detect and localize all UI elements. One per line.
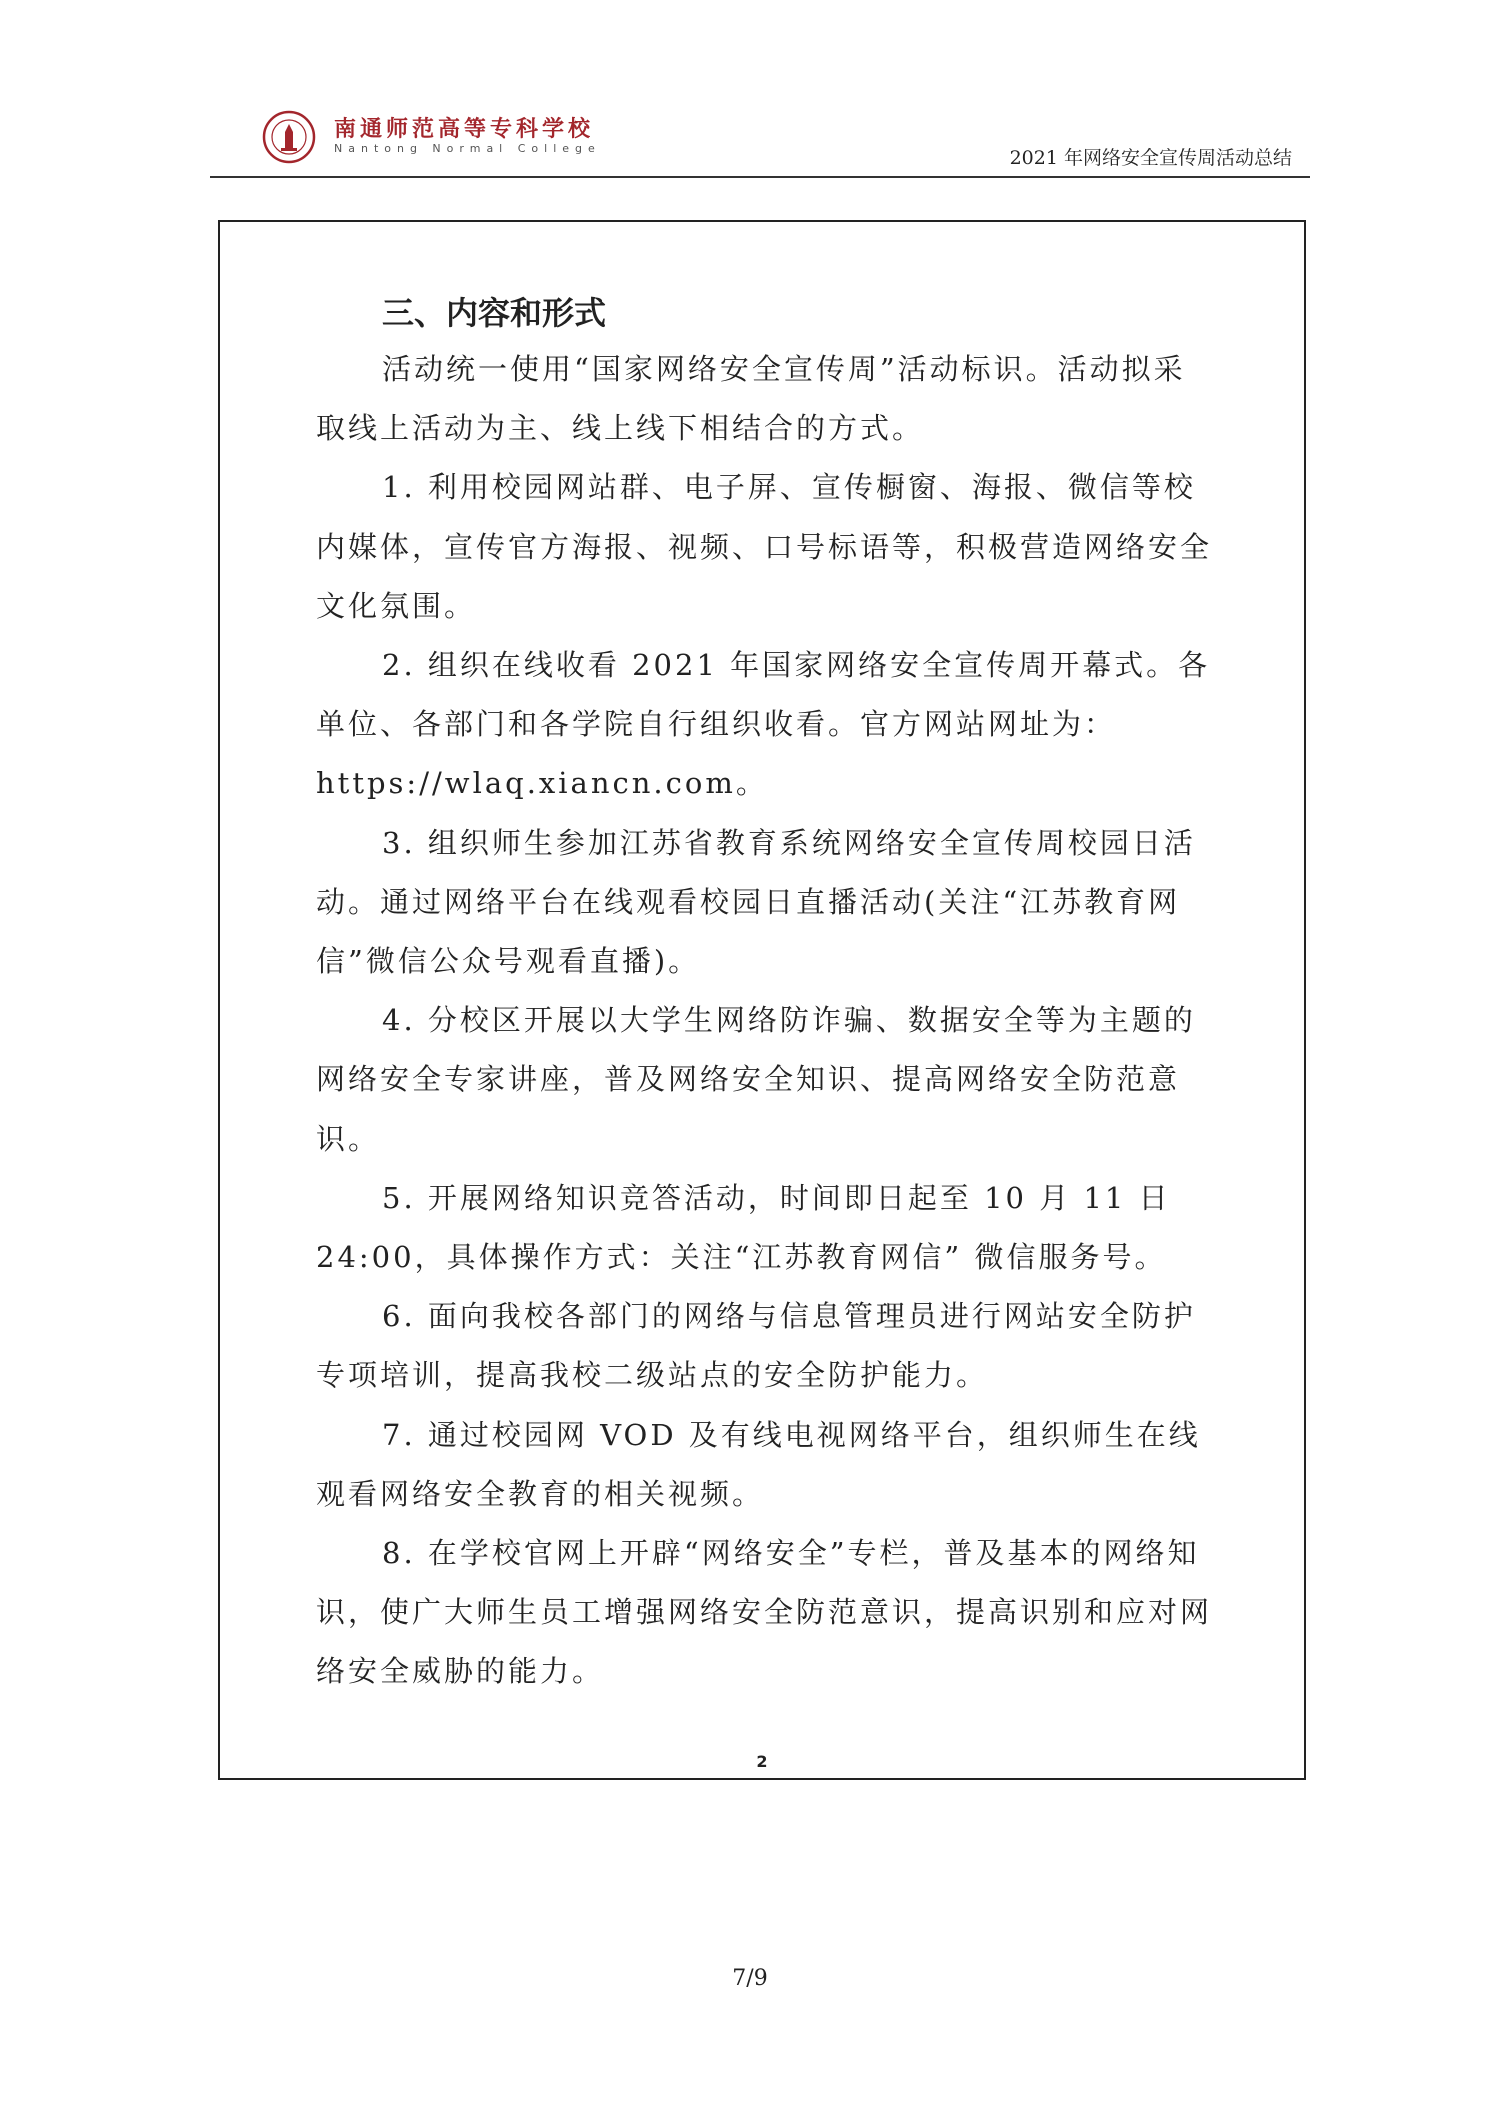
paragraph: 4. 分校区开展以大学生网络防诈骗、数据安全等为主题的网络安全专家讲座，普及网络安全知识、提高网络安全防范意识。 — [316, 1003, 1196, 1156]
page-header — [210, 100, 1310, 178]
paragraph: 1. 利用校园网站群、电子屏、宣传橱窗、海报、微信等校内媒体，宣传官方海报、视频、口号标语等，积极营造网络安全文化氛围。 — [316, 470, 1213, 623]
school-logo — [334, 116, 601, 156]
section-heading: 三、内容和形式 — [382, 294, 607, 332]
document-title: 2021 年网络安全宣传周活动总结 — [1009, 147, 1292, 169]
school-seal-icon — [262, 110, 316, 164]
inner-page-number: 2 — [756, 1752, 768, 1771]
school-name-cn: 南通师范高等专科学校 — [334, 116, 595, 142]
paragraph: 3. 组织师生参加江苏省教育系统网络安全宣传周校园日活动。通过网络平台在线观看校园日直播活动(关注“江苏教育网信”微信公众号观看直播)。 — [316, 825, 1196, 979]
paragraph: 5. 开展网络知识竞答活动，时间即日起至 10 月 11 日 24:00，具体操作方式：关注“江苏教育网信” 微信服务号。 — [316, 1180, 1171, 1275]
paragraph: 活动统一使用“国家网络安全宣传周”活动标识。活动拟采取线上活动为主、线上线下相结合的方式。 — [316, 352, 1186, 446]
paragraph: 8. 在学校官网上开辟“网络安全”专栏，普及基本的网络知识，使广大师生员工增强网络安全防范意识，提高识别和应对网络安全威胁的能力。 — [316, 1536, 1213, 1689]
section-body — [316, 340, 1216, 1702]
paragraph: 2. 组织在线收看 2021 年国家网络安全宣传周开幕式。各单位、各部门和各学院自行组织收看。官方网站网址为：https://wlaq.xiancn.com。 — [316, 648, 1211, 801]
page-counter: 7/9 — [732, 1966, 768, 1991]
school-name-en: Nantong Normal College — [334, 142, 601, 155]
content-frame — [218, 220, 1306, 1780]
paragraph: 6. 面向我校各部门的网络与信息管理员进行网站安全防护专项培训，提高我校二级站点的安全防护能力。 — [316, 1299, 1196, 1393]
paragraph: 7. 通过校园网 VOD 及有线电视网络平台，组织师生在线观看网络安全教育的相关视频。 — [316, 1417, 1201, 1511]
